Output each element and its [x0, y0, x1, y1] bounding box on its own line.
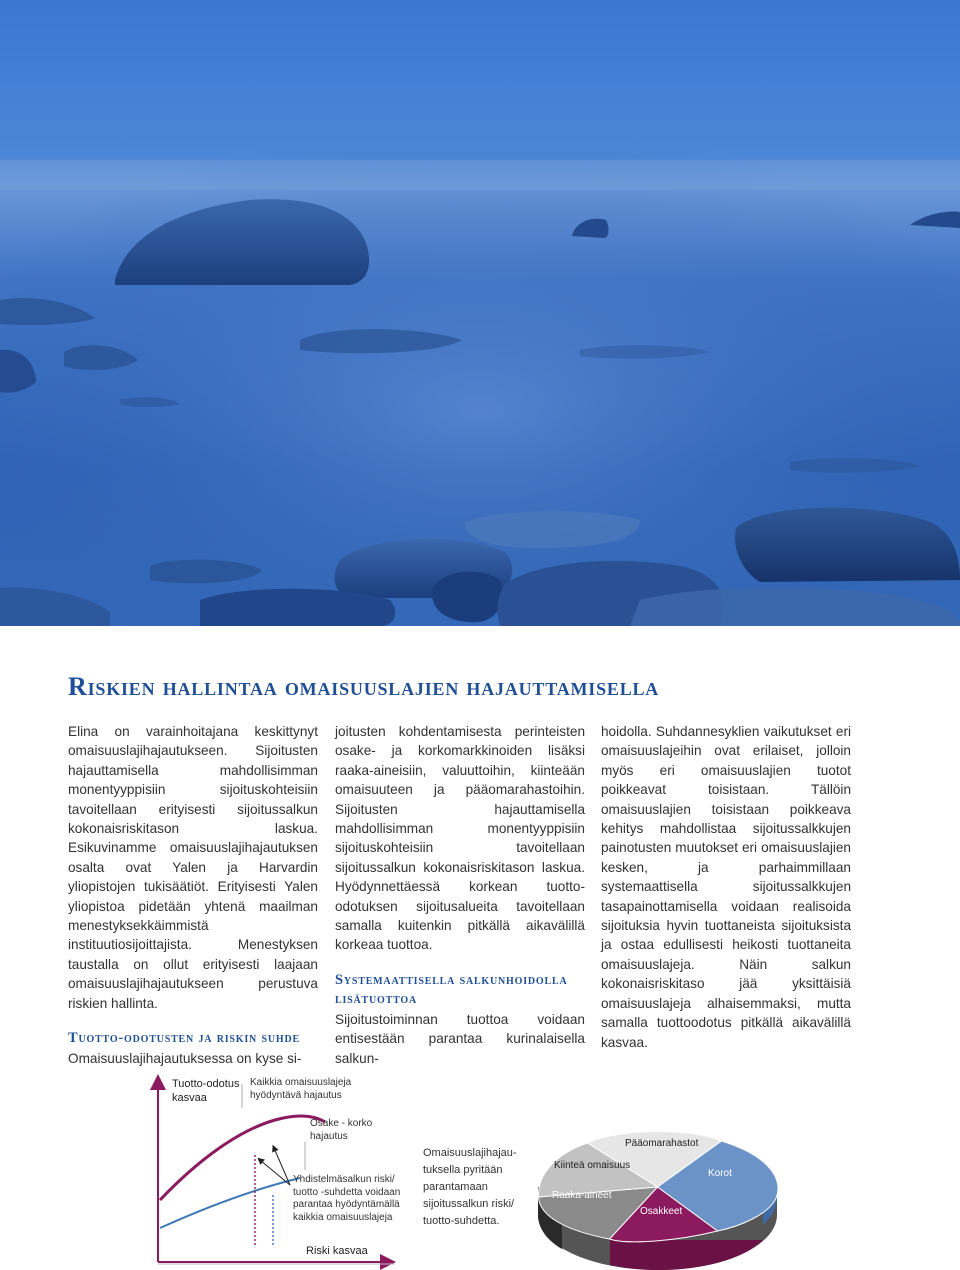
curve-all-label: Kaikkia omaisuuslajeja hyödyntävä hajautus: [250, 1077, 352, 1101]
pie-label-raaka-aineet: Raaka-aineet: [552, 1190, 612, 1201]
curve-stock-label: Osake - korko hajautus: [310, 1118, 373, 1142]
figure-caption: Omaisuuslajihajau- tuksella pyritään parantamaan sijoitussalkun riski/ tuotto-suhdetta.: [423, 1147, 517, 1227]
diagram-note: Yhdistelmäsalkun riski/ tuotto -suhdetta voidaan parantaa hyödyntämällä kaikkia omaisuuslajeja: [293, 1174, 401, 1223]
col1-paragraph-1: Elina on varainhoitajana keskittynyt omaisuuslajihajautukseen. Sijoitusten hajauttamisella mahdollisimman monentyyppisiin sijoituskohteisiin tavoitellaan erityisesti sijoitussalkun kokonaisriskitason laskua. Esikuvinamme omaisuuslajihajautuksen osalta ovat Yalen ja Harvardin yliopistojen tukisäätiöt. Erityisesti Yalen yliopistoa pidetään yhtenä maailman menestyksekkäimmistä instituutiosijoittajista. Menestyksen taustalla on ollut erityisesti laajaan omaisuuslajihajautukseen perustuva riskien hallinta.: [68, 724, 318, 1011]
pie-label-korot: Korot: [708, 1168, 732, 1179]
text-column-2: [335, 722, 585, 1068]
seascape-photo: [0, 0, 960, 626]
col2-paragraph-1: joitusten kohdentamisesta perinteisten osake- ja korkomarkkinoiden lisäksi raaka-aineisiin, valuuttoihin, kiinteään omaisuuteen ja pääomarahastoihin. Sijoitusten hajauttamisella mahdollisimman monentyyppisiin sijoituskohteisiin tavoitellaan sijoitussalkun kokonaisriskitason laskua. Hyödynnettäessä korkean tuotto-odotuksen sijoitusalueita tavoitellaan samalla kuitenkin pitkällä aikavälillä korkeaa tuottoa.: [335, 724, 585, 953]
y-axis-label: Tuotto-odotus kasvaa: [172, 1078, 240, 1104]
col3-paragraph-1: hoidolla. Suhdannesyklien vaikutukset eri omaisuuslajeihin ovat erilaiset, jolloin myös eri omaisuuslajien tuotot poikkeavat toisistaan. Tällöin omaisuuslajien toisistaan poikkeava kehitys mahdollistaa sijoitussalkkujen painotusten muutokset eri omaisuuslajien kesken, ja parhaimmillaan systemaattisella sijoitussalkkujen tasapainottamisella voidaan realisoida sijoituksia hyvin tuottaneista sijoituksista ja ostaa edullisesti heikosti tuottaneita omaisuuslajeja. Näin salkun kokonaisriskitaso jää yksittäisiä omaisuuslajeja alhaisemmaksi, mutta samalla tuottoodotus pitkällä aikavälillä kasvaa.: [601, 724, 851, 1050]
text-column-1: [68, 722, 318, 1068]
pie-label-paaomarahastot: Pääomarahastot: [625, 1138, 699, 1149]
text-column-3: [601, 722, 851, 1052]
asset-allocation-pie: [530, 1125, 785, 1270]
page-title: Riskien hallintaa omaisuuslajien hajauttamisella: [68, 672, 660, 701]
pie-label-osakkeet: Osakkeet: [640, 1206, 683, 1217]
col2-subheading: Systemaattisella salkunhoidolla lisätuottoa: [335, 971, 568, 1008]
curve-stock-bond: [160, 1178, 300, 1228]
x-axis-label: Riski kasvaa: [306, 1245, 368, 1257]
col2-paragraph-2: Sijoitustoiminnan tuottoa voidaan entisestään parantaa kurinalaisella salkun-: [335, 1011, 585, 1066]
pie-label-kiintea-omaisuus: Kiinteä omaisuus: [554, 1160, 631, 1171]
col1-paragraph-2: Omaisuuslajihajautuksessa on kyse si-: [68, 1050, 302, 1066]
col1-subheading: Tuotto-odotusten ja riskin suhde: [68, 1030, 300, 1047]
